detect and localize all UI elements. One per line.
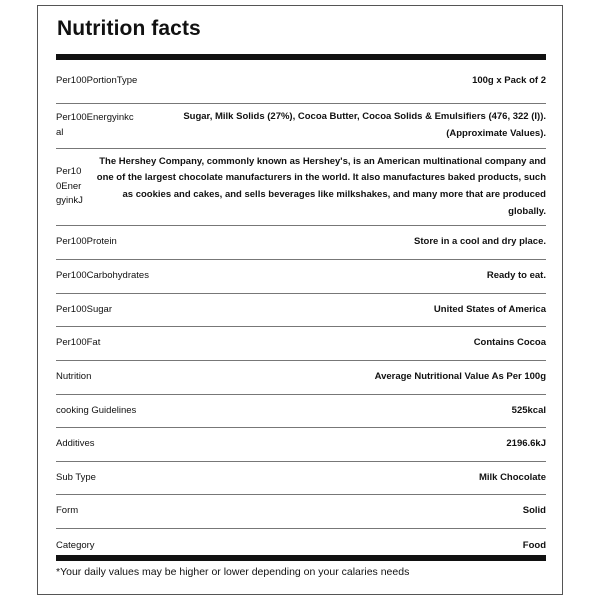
bottom-divider [56, 555, 546, 561]
table-row [56, 495, 546, 529]
footnote: *Your daily values may be higher or lower depending on your calaries needs [56, 566, 410, 578]
table-row [56, 294, 546, 327]
row-value: Contains Cocoa [473, 337, 546, 349]
row-label: Sub Type [56, 471, 96, 483]
table-row [56, 428, 546, 462]
table-row [56, 361, 546, 395]
table-row [56, 395, 546, 428]
row-value: Store in a cool and dry place. [414, 236, 546, 248]
row-label: Additives [56, 438, 95, 450]
table-row [56, 149, 546, 226]
panel-title: Nutrition facts [57, 17, 201, 40]
table-row [56, 226, 546, 260]
row-value: Solid [522, 505, 546, 517]
row-value: The Hershey Company, commonly known as Hershey's, is an American multinational company and one of the largest chocolate manufacturers in the world. It also manufactures baked products, such as cookies and cakes, and sells beverages like milkshakes, and many more that are produced globally. [96, 155, 546, 217]
row-value: Milk Chocolate [478, 471, 546, 483]
row-label: Per100Protein [56, 236, 117, 248]
nutrition-table [56, 60, 546, 563]
row-value: 100g x Pack of 2 [472, 75, 546, 87]
row-label: Per100Sugar [56, 303, 112, 315]
row-label: cooking Guidelines [56, 404, 137, 416]
row-label: Nutrition [56, 371, 92, 383]
row-value: 2196.6kJ [506, 438, 546, 450]
row-value: United States of America [433, 303, 546, 315]
table-row [56, 60, 546, 104]
row-label: Per100Fat [56, 337, 101, 349]
nutrition-facts-panel [37, 5, 563, 595]
row-label: Per100PortionType [56, 75, 138, 87]
row-label: Form [56, 505, 79, 517]
table-row [56, 260, 546, 294]
table-row [56, 462, 546, 495]
row-label: Category [56, 539, 95, 551]
table-row [56, 104, 546, 149]
row-value: Ready to eat. [486, 270, 546, 282]
row-label: Per100Energyinkcal [56, 112, 134, 138]
row-value: Sugar, Milk Solids (27%), Cocoa Butter, Cocoa Solids & Emulsifiers (476, 322 (I)). (Approximate Values). [183, 111, 546, 139]
row-label: Per100EnergyinkJ [56, 165, 83, 207]
table-row [56, 327, 546, 361]
row-value: Food [522, 539, 546, 551]
row-label: Per100Carbohydrates [56, 270, 149, 282]
row-value: Average Nutritional Value As Per 100g [374, 371, 546, 383]
row-value: 525kcal [511, 404, 546, 416]
